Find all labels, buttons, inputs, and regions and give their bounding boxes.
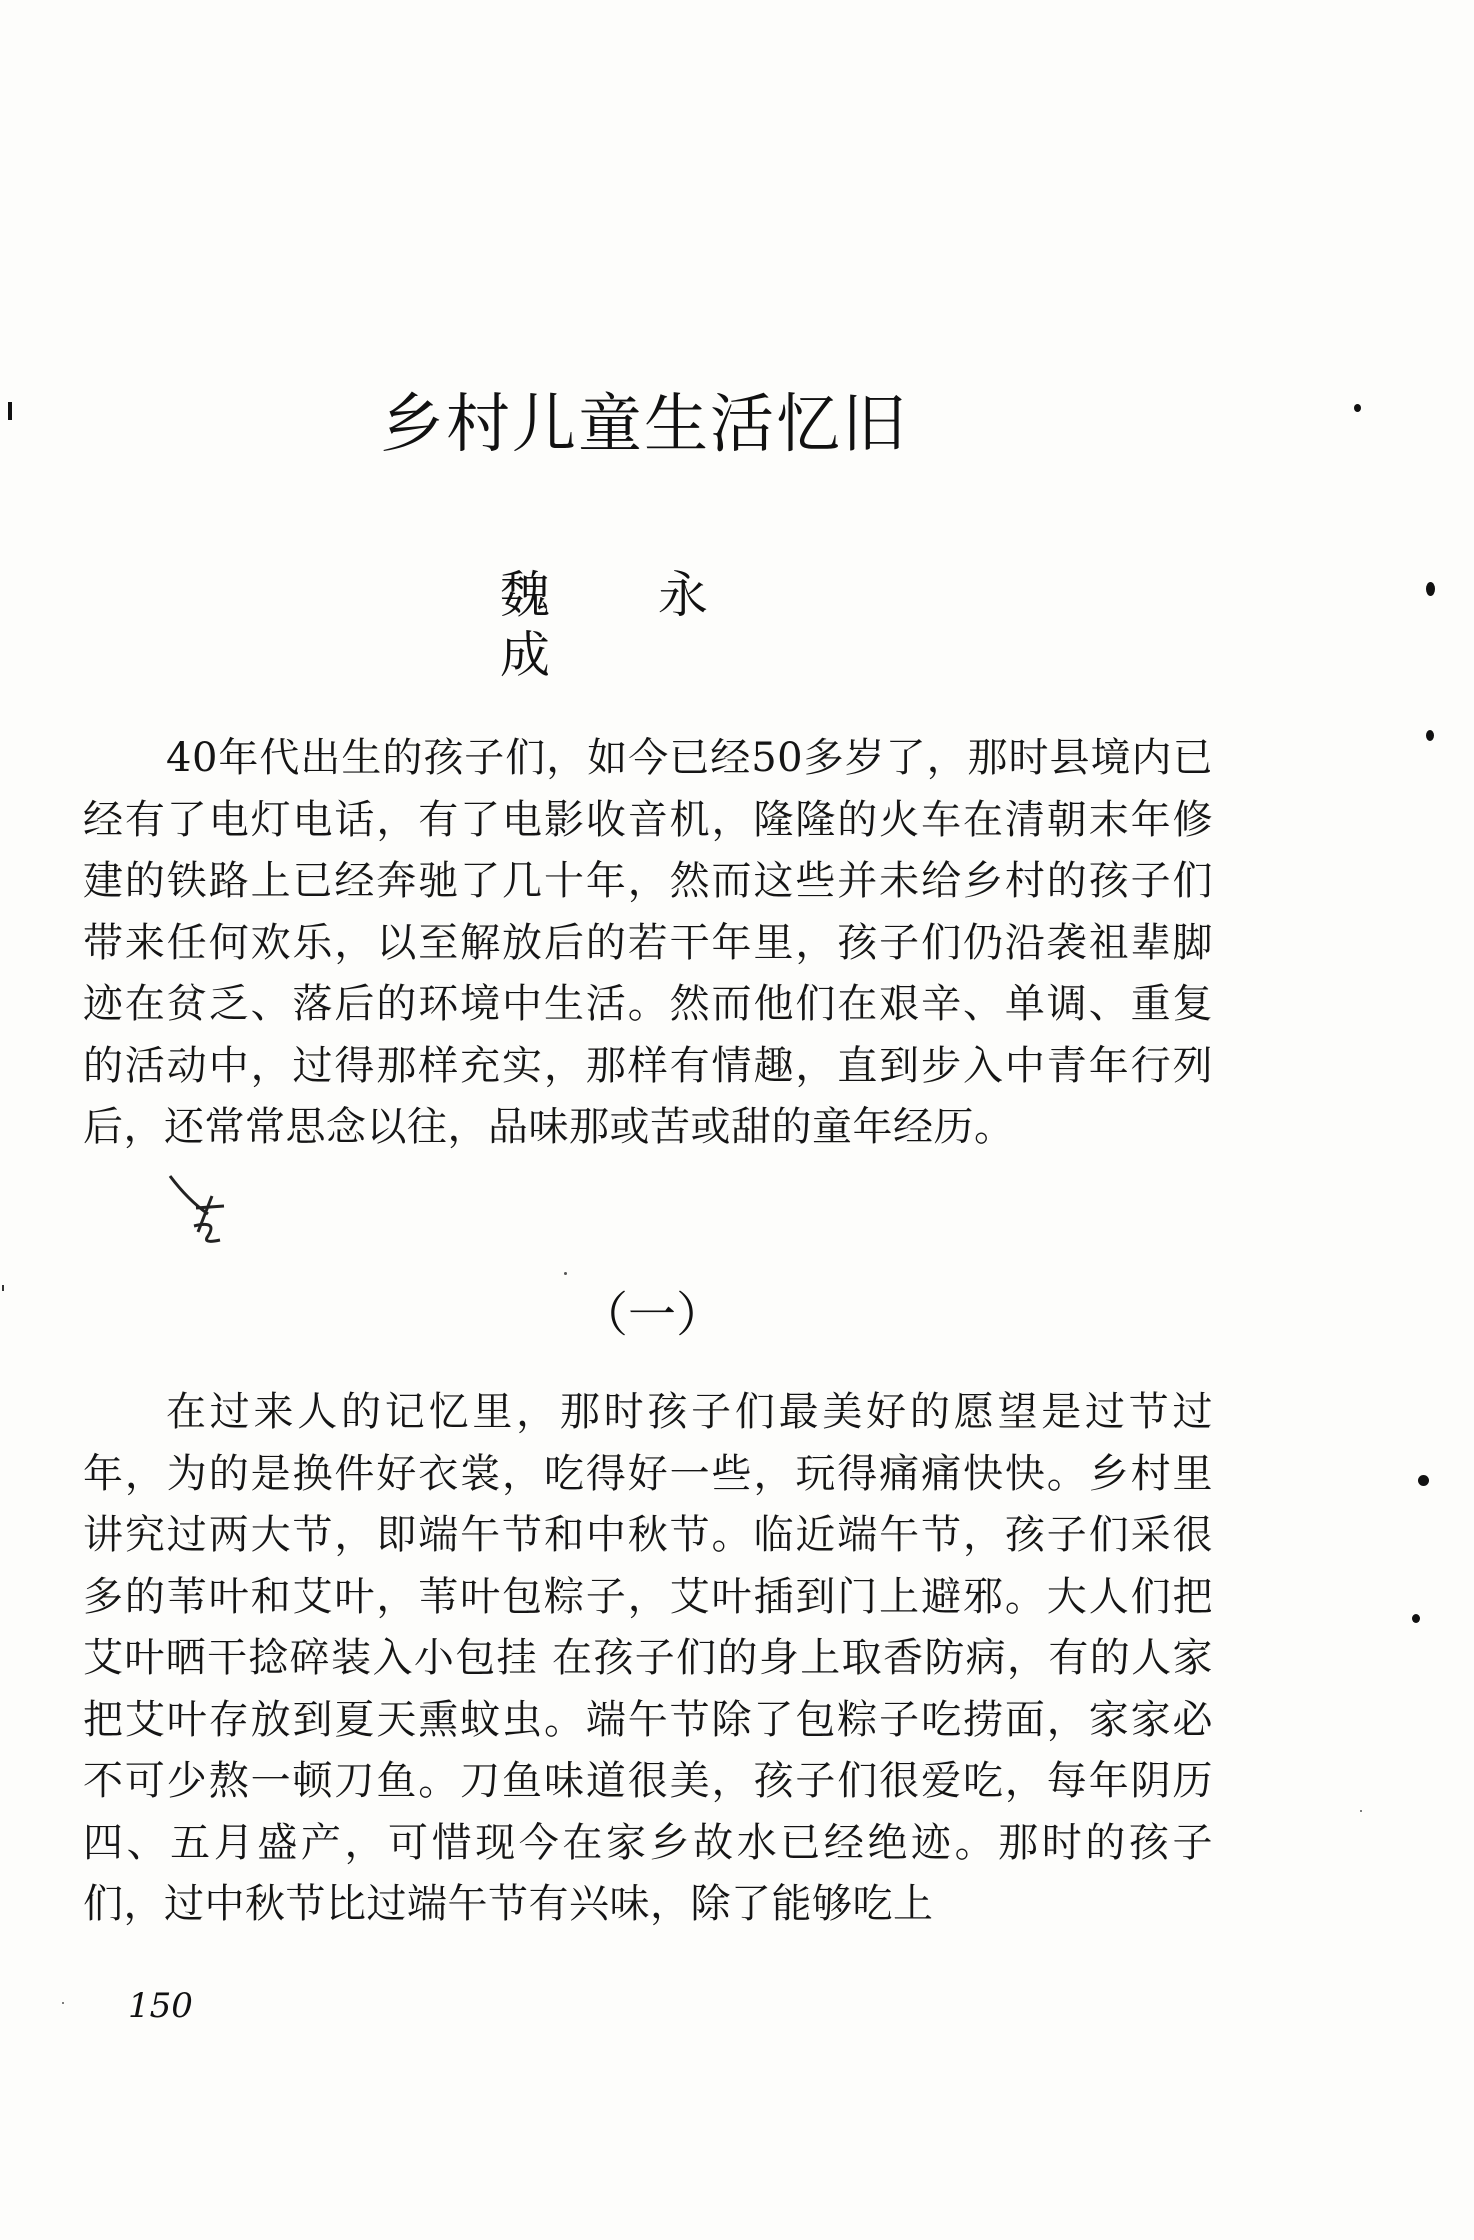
scan-speck xyxy=(1412,1614,1420,1623)
scan-speck xyxy=(1426,582,1435,596)
intro-paragraph: 40年代出生的孩子们，如今已经50多岁了，那时县境内已经有了电灯电话，有了电影收音机，隆隆的火车在清朝末年修建的铁路上已经奔驰了几十年，然而这些并未给乡村的孩子们带来任何欢乐，以至解放后的若干年里，孩子们仍沿袭祖辈脚迹在贫乏、落后的环境中生活。然而他们在艰辛、单调、重复的活动中，过得那样充实，那样有情趣，直到步入中青年行列后，还常常思念以往，品味那或苦或甜的童年经历。 xyxy=(83,735,1213,1150)
section-paragraph: 在过来人的记忆里，那时孩子们最美好的愿望是过节过年，为的是换件好衣裳，吃得好一些，玩得痛痛快快。乡村里讲究过两大节，即端午节和中秋节。临近端午节，孩子们采很多的苇叶和艾叶，苇叶包粽子，艾叶插到门上避邪。大人们把艾叶晒干捻碎装入小包挂 在孩子们的身上取香防病，有的人家把艾叶存放到夏天熏蚊虫。端午节除了包粽子吃捞面，家家必不可少熬一顿刀鱼。刀鱼味道很美，孩子们很爱吃，每年阴历四、五月盛产，可惜现今在家乡故水已经绝迹。那时的孩子们，过中秋节比过端午节有兴味，除了能够吃上 xyxy=(83,1389,1213,1927)
author-name: 魏 永 成 xyxy=(500,566,754,684)
scan-edge-mark xyxy=(8,402,12,420)
article-title: 乡村儿童生活忆旧 xyxy=(380,388,908,462)
page-number: 150 xyxy=(128,1986,193,2026)
scan-speck xyxy=(1418,1475,1429,1486)
section-heading: （一） xyxy=(580,1287,725,1343)
scan-speck xyxy=(1426,730,1434,741)
scan-speck xyxy=(62,2002,64,2004)
handwritten-mark xyxy=(168,1170,248,1250)
scan-speck xyxy=(2,1285,4,1291)
scan-speck xyxy=(564,1272,567,1275)
scan-speck xyxy=(1360,1810,1362,1812)
scan-speck xyxy=(1354,404,1361,412)
